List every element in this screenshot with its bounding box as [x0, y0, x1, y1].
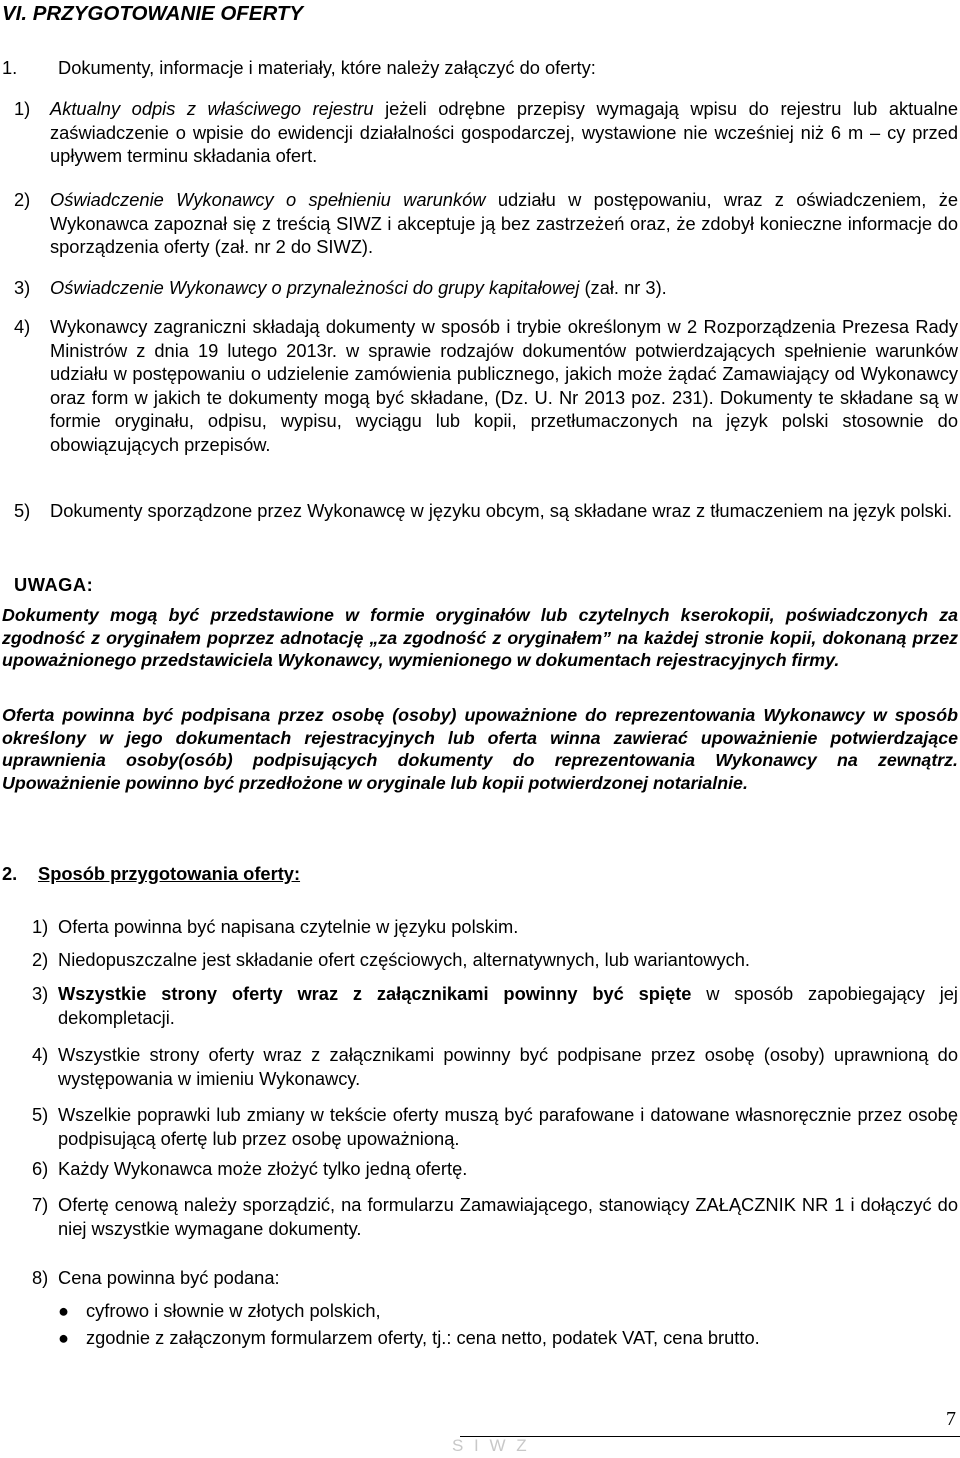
item-text: jeżeli odrębne przepisy wymagają wpisu do rejestru lub aktualne zaświadczenie o wpisie do ewidencji działalności gospodarczej, wystawione nie wcześniej niż 6 m – cy przed upływem terminu składania ofert. — [50, 98, 958, 166]
item-text: Cena powinna być podana: — [58, 1267, 280, 1288]
bullet-item-2 — [58, 1326, 938, 1350]
bullet-item-1 — [58, 1299, 938, 1323]
uwaga-label: UWAGA: — [14, 574, 94, 595]
item-number: 1) — [14, 98, 31, 119]
bullet-icon: ● — [58, 1300, 70, 1321]
section1-number: 1. — [2, 57, 18, 78]
item-text: Niedopuszczalne jest składanie ofert częściowych, alternatywnych, lub wariantowych. — [58, 949, 750, 970]
prep-item-5 — [32, 1103, 958, 1150]
item-text: Ofertę cenową należy sporządzić, na formularzu Zamawiającego, stanowiący ZAŁĄCZNIK NR 1 i dołączyć do niej wszystkie wymagane dokumenty. — [58, 1194, 958, 1239]
bullet-text: zgodnie z załączonym formularzem oferty, tj.: cena netto, podatek VAT, cena brutto. — [86, 1327, 760, 1348]
item-number: 3) — [32, 983, 49, 1004]
item-text: Wszelkie poprawki lub zmiany w tekście oferty muszą być parafowane i datowane własnoręcznie przez osobę podpisującą ofertę lub przez osobę upoważnioną. — [58, 1104, 958, 1149]
item-italic-text: Aktualny odpis z właściwego rejestru — [50, 98, 374, 119]
item-text: Dokumenty sporządzone przez Wykonawcę w języku obcym, są składane wraz z tłumaczeniem na język polski. — [50, 500, 953, 521]
item-text: Każdy Wykonawca może złożyć tylko jedną ofertę. — [58, 1158, 468, 1179]
item-text: (zał. nr 3). — [579, 277, 667, 298]
section2-title: Sposób przygotowania oferty: — [38, 863, 301, 884]
item-number: 8) — [32, 1267, 49, 1288]
item-text: Oferta powinna być napisana czytelnie w języku polskim. — [58, 916, 519, 937]
prep-item-2 — [32, 948, 958, 972]
prep-item-6 — [32, 1157, 958, 1181]
section2-heading — [2, 862, 300, 886]
item-number: 2) — [32, 949, 49, 970]
prep-item-3 — [32, 982, 958, 1029]
uwaga-paragraph-1: Dokumenty mogą być przedstawione w formie oryginałów lub czytelnych kserokopii, poświadczonych za zgodność z oryginałem poprzez adnotację „za zgodność z oryginałem” na każdej stronie kopii, dokonaną przez upoważnionego przedstawiciela Wykonawcy, wymienionego w dokumentach rejestracyjnych firmy. — [2, 605, 958, 671]
doc-item-3 — [14, 276, 958, 300]
item-text: Wszystkie strony oferty wraz z załącznikami powinny być podpisane przez osobę (osoby) uprawnioną do występowania w imieniu Wykonawcy. — [58, 1044, 958, 1089]
uwaga-paragraph-2: Oferta powinna być podpisana przez osobę (osoby) upoważnione do reprezentowania Wykonawcy w sposób określony w jego dokumentach rejestracyjnych lub oferta winna zawierać upoważnienie potwierdzające uprawnienia osoby(osób) podpisujących dokumenty do reprezentowania Wykonawcy na zewnątrz. Upoważnienie powinno być przedłożone w oryginale lub kopii potwierdzonej notarialnie. — [2, 705, 958, 794]
item-number: 1) — [32, 916, 49, 937]
item-number: 6) — [32, 1158, 49, 1179]
section2-number: 2. — [2, 863, 18, 884]
doc-item-1 — [14, 97, 958, 168]
section1-heading — [2, 56, 596, 80]
bullet-text: cyfrowo i słownie w złotych polskich, — [86, 1300, 381, 1321]
item-number: 4) — [14, 316, 31, 337]
item-number: 7) — [32, 1194, 49, 1215]
doc-item-2 — [14, 188, 958, 259]
item-text: w sposób zapobiegający jej dekompletacji. — [58, 983, 958, 1028]
item-bold-text: Wszystkie strony oferty wraz z załącznikami powinny być spięte — [58, 983, 692, 1004]
item-number: 5) — [32, 1104, 49, 1125]
prep-item-1 — [32, 915, 958, 939]
item-italic-text: Oświadczenie Wykonawcy o przynależności do grupy kapitałowej — [50, 277, 580, 298]
item-number: 5) — [14, 500, 31, 521]
footer-text: S I W Z — [452, 1436, 530, 1455]
section1-title: Dokumenty, informacje i materiały, które należy załączyć do oferty: — [58, 57, 596, 78]
doc-item-5 — [14, 499, 958, 523]
item-italic-text: Oświadczenie Wykonawcy o spełnieniu warunków — [50, 189, 486, 210]
prep-item-8 — [32, 1266, 958, 1290]
prep-item-4 — [32, 1043, 958, 1090]
item-number: 3) — [14, 277, 31, 298]
item-number: 2) — [14, 189, 31, 210]
section-title: VI. PRZYGOTOWANIE OFERTY — [2, 2, 304, 25]
page-number: 7 — [946, 1408, 956, 1430]
item-text: udziału w postępowaniu, wraz z oświadczeniem, że Wykonawca zapoznał się z treścią SIWZ i akceptuje ją bez zastrzeżeń oraz, że zdobył konieczne informacje do sporządzenia oferty (zał. nr 2 do SIWZ). — [50, 189, 958, 257]
item-number: 4) — [32, 1044, 49, 1065]
bullet-icon: ● — [58, 1327, 70, 1348]
prep-item-7 — [32, 1193, 958, 1240]
item-text: Wykonawcy zagraniczni składają dokumenty w sposób i trybie określonym w 2 Rozporządzenia Prezesa Rady Ministrów z dnia 19 lutego 2013r. w sprawie rodzajów dokumentów potwierdzających spełnienie warunków udziału w postępowaniu o udzielenie zamówienia publicznego, jakich może żądać Zamawiający od Wykonawcy oraz form w jakich te dokumenty mogą być składane, (Dz. U. Nr 2013 poz. 231). Dokumenty te składane są w formie oryginału, odpisu, wypisu, wyciągu lub kopii, przetłumaczonych na język polski stosownie do obowiązujących przepisów. — [50, 316, 958, 455]
doc-item-4 — [14, 315, 958, 456]
footer-divider — [460, 1436, 960, 1437]
